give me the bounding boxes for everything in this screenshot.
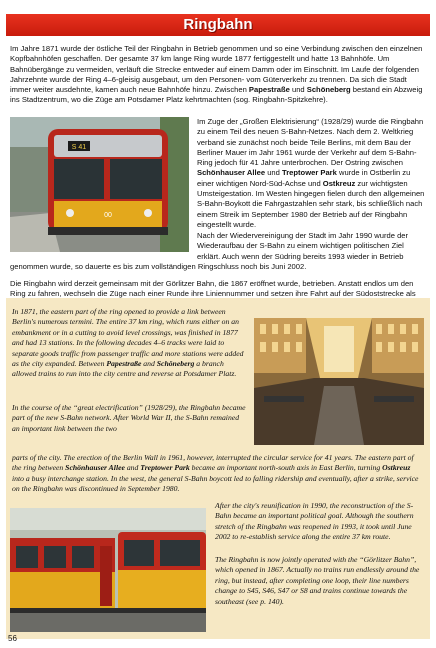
english-paragraph-1: In 1871, the eastern part of the ring opened to provide a link between Berlin's numerous termini. The entire 37 km ring, which runs either on an embankment or in a cutting to avoid level crossings, was finished in 1877 and had 13 stations. In the following decades 4–6 tracks were laid to separate goods traffic from passenger traffic and more stations were added as the city expanded. Between Papestraße and Schöneberg a branch allowed trains to run into the city centre and reverse at Potsdamer Platz.	[12, 307, 244, 379]
german-paragraph-3b: genommen wurde, so dauerte es bis zum vollständigen Ringschluss noch bis Juni 2002.	[10, 262, 307, 271]
bold-station-name: Schönhauser Allee	[65, 463, 125, 473]
station-photo	[254, 318, 424, 445]
english-paragraph-2a: In the course of the “great electrification” (1928/29), the Ringbahn became part of the new S-Bahn network. After World War II, the S-Bahn remained an important link between the two	[12, 403, 246, 433]
page-number: 56	[8, 634, 17, 643]
page-title: Ringbahn	[183, 16, 253, 33]
german-paragraph-1: Im Jahre 1871 wurde der östliche Teil der Ringbahn in Betrieb genommen und so eine Verbindung zwischen den einzelnen Kopfbahnhöfen geschaffen. Der gesamte 37 km lange Ring wurde 1877 fertiggestellt und hatte 13 Bahnhöfe. Um Bahnübergänge zu vermeiden, verläuft die Strecke entweder auf einem Damm oder im Einschnitt. Im Laufe der folgenden Jahrzehnte wurde der Ring 4–6-gleisig ausgebaut, um den Personen- vom Güterverkehr zu trennen. Da sich die Stadt immer weiter ausdehnte, kamen auch neue Bahnhöfe hinzu. Zwischen Papestraße und Schöneberg bestand ein Abzweig ins Stadtzentrum, wo die Züge am Potsdamer Platz kehrtmachten (sog. Ringbahn-Spitzkehre).	[10, 44, 423, 105]
station-interior-image	[254, 318, 424, 445]
bold-station-name: Papestraße	[248, 85, 290, 95]
english-paragraph-3: After the city's reunification in 1990, the reconstruction of the S-Bahn became an important political goal. Although the southern stretch of the Ringbahn was reopened in 1993, it took until June 2002 to re-establish service along the entire 37 km route.	[215, 501, 414, 542]
german-paragraph-4: Die Ringbahn wird derzeit gemeinsam mit der Görlitzer Bahn, die 1867 eröffnet wurde, betrieben. Anstatt endlos um den Ring zu fahren, wechseln die Züge nach einer Runde ihre Liniennummer und setzen ihre Fahrt auf der Südoststrecke als	[10, 279, 416, 299]
bold-station-name: Ostkreuz	[382, 463, 411, 473]
german-paragraph-3a: Nach der Wiedervereinigung der Stadt im Jahr 1990 wurde der Wiederaufbau der S-Bahn zu einem wichtigen politischen Ziel erklärt. Auch wenn der Südring bereits 1993 wieder in Betrieb	[197, 231, 409, 261]
train-photo-1	[10, 117, 189, 252]
title-banner	[6, 14, 430, 36]
german-paragraph-2: Im Zuge der „Großen Elektrisierung“ (1928/29) wurde die Ringbahn zu einem Teil des neuen S-Bahn-Netzes. Nach dem 2. Weltkrieg verband sie zunächst noch beide Teile Berlins, mit dem Bau der Berliner Mauer im Jahr 1961 wurde der Verkehr auf dem S-Bahn-Ring jedoch für 41 Jahre unterbrochen. Der Ostring zwischen Schönhauser Allee und Treptower Park wurde in Ostberlin zu einer wichtigen Nord-Süd-Achse und Ostkreuz zur wichtigsten Umsteigestation. Im Westen hingegen fielen durch den allgemeinen S-Bahn-Boykott die Fahrgastzahlen sehr stark, bis schließlich nach einem Streik im September 1980 der Betrieb auf der Ringbahn eingestellt wurde.	[197, 117, 425, 229]
train-sign-text: S 41	[71, 144, 87, 151]
two-trains-image	[10, 508, 206, 632]
bold-station-name: Treptower Park	[140, 463, 190, 473]
bold-station-name: Schönhauser Allee	[197, 168, 266, 178]
trains-photo-2	[10, 508, 206, 632]
train-front-image	[10, 117, 189, 252]
train-number-text: 00	[104, 212, 112, 219]
english-paragraph-2b: parts of the city. The erection of the Berlin Wall in 1961, however, interrupted the circular service for 41 years. The eastern part of the ring between Schönhauser Allee and Treptower Park became an important north-south axis in East Berlin, turning Ostkreuz into a busy interchange station. In the west, the general S-Bahn boycott led to falling ridership and eventually, after a strike, service on the Ringbahn was discontinued in September 1980.	[12, 453, 419, 494]
bold-station-name: Schöneberg	[306, 85, 351, 95]
bold-station-name: Treptower Park	[281, 168, 337, 178]
bold-station-name: Schöneberg	[156, 359, 195, 369]
bold-station-name: Papestraße	[106, 359, 142, 369]
english-paragraph-4: The Ringbahn is now jointly operated with the “Görlitzer Bahn”, which opened in 1867. Actually no trains run endlessly around the ring, but instead, after completing one loop, their line numbers change to S45, S46, S47 or S8 and trains continue towards the southeast (see p. 140).	[215, 555, 420, 606]
bold-station-name: Ostkreuz	[322, 178, 356, 188]
